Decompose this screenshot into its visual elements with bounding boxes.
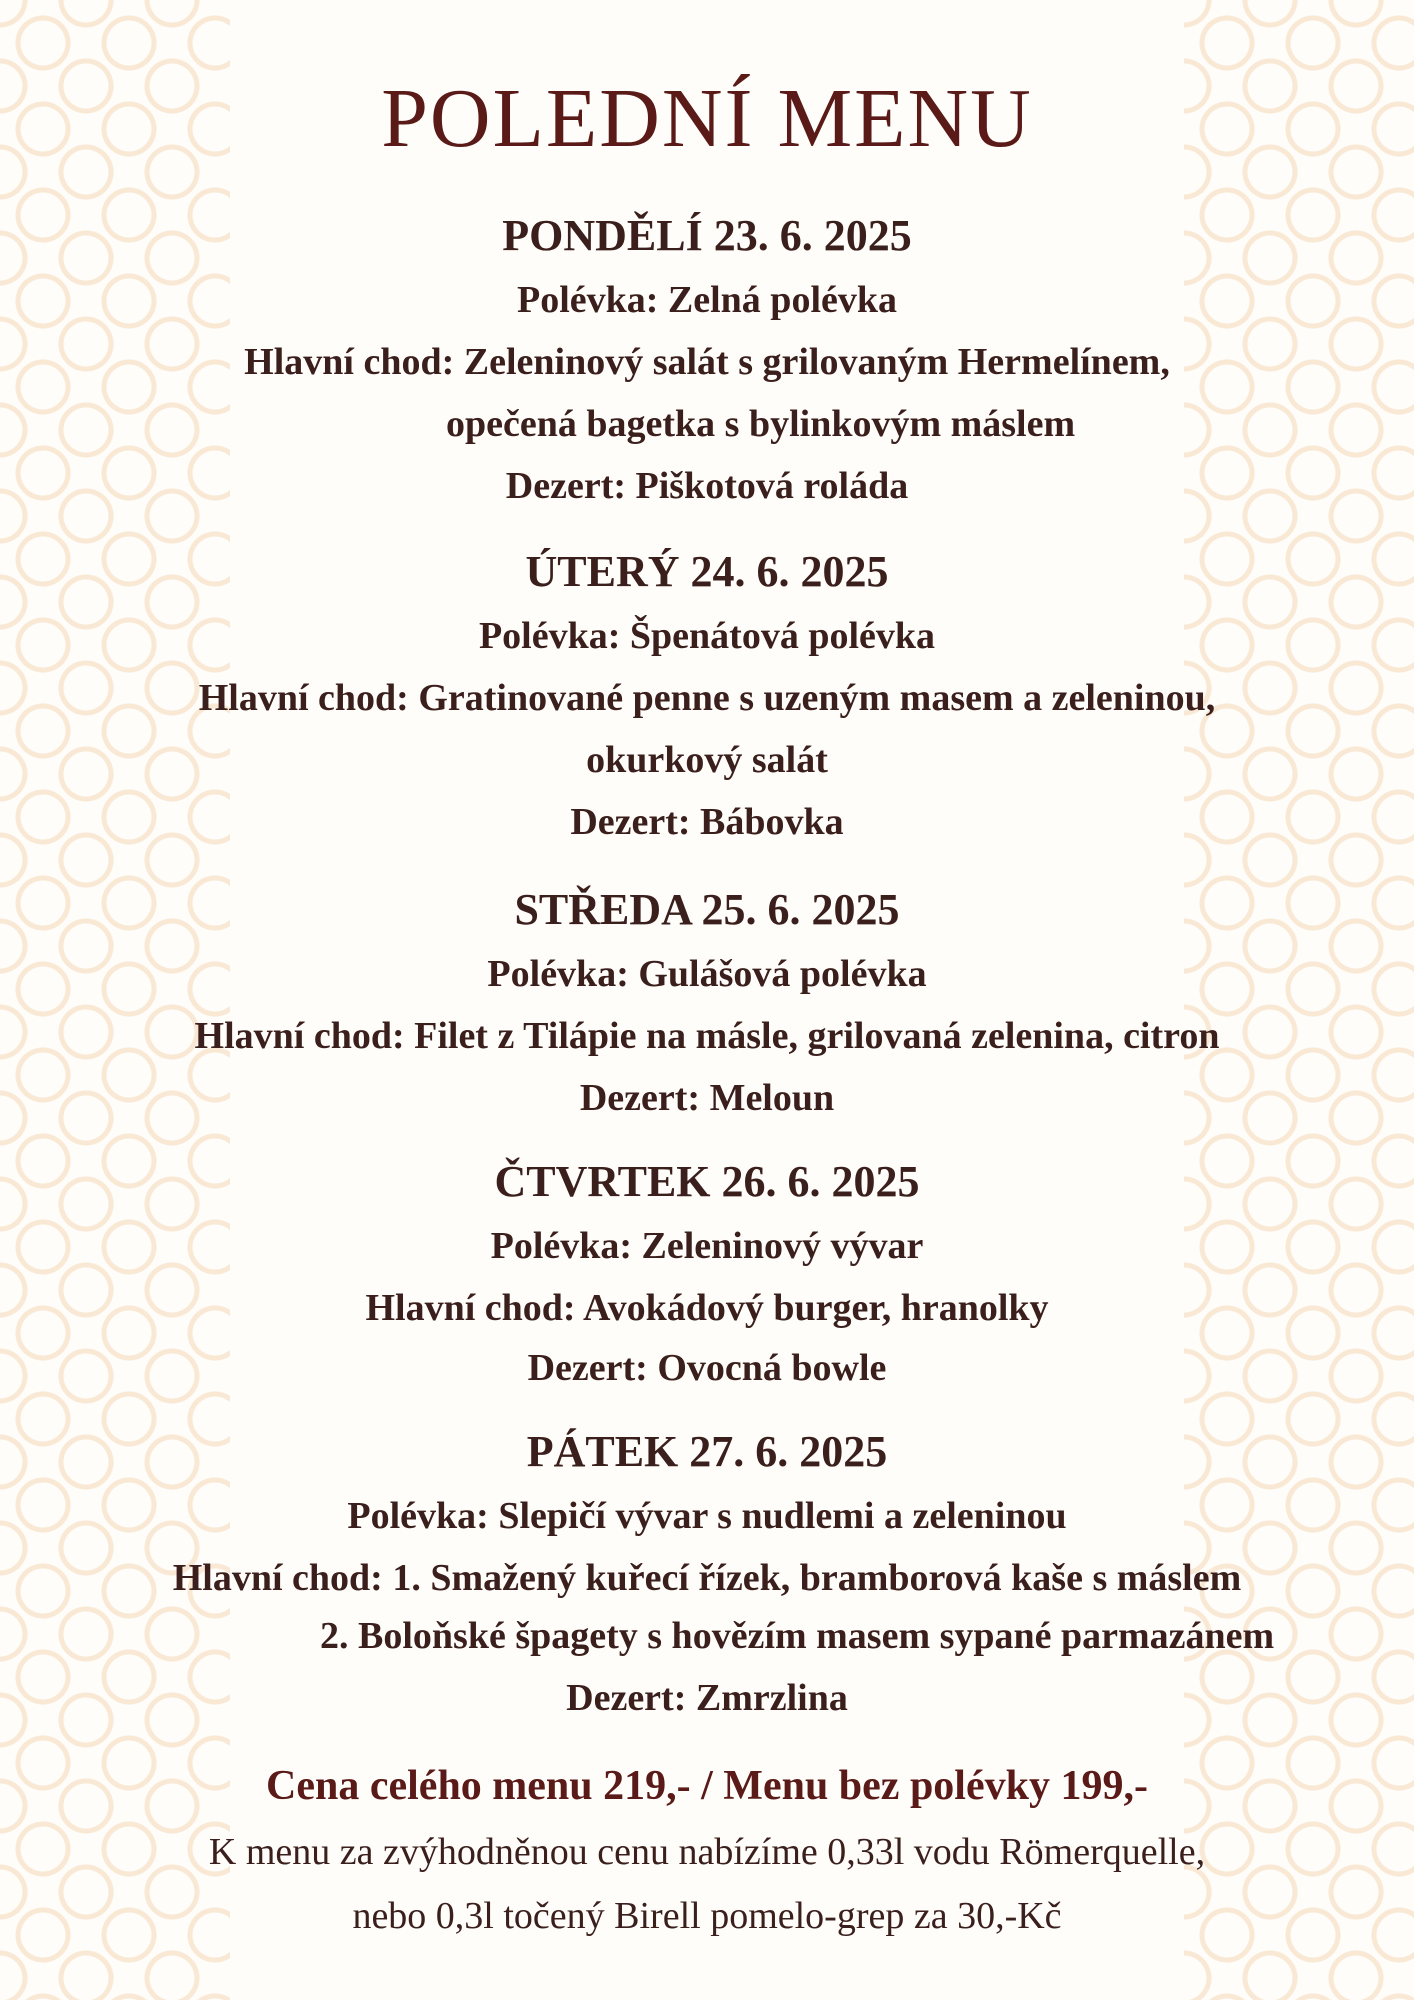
monday-dessert: Dezert: Piškotová roláda [505,465,909,507]
day-heading-tuesday: ÚTERÝ 24. 6. 2025 [525,547,889,596]
monday-soup: Polévka: Zelná polévka [516,279,898,321]
friday-main: Hlavní chod: 1. Smažený kuřecí řízek, bramborová kaše s máslem [172,1557,1242,1599]
day-heading-friday: PÁTEK 27. 6. 2025 [526,1427,888,1476]
drink-offer-line-1: K menu za zvýhodněnou cenu nabízíme 0,33l vodu Römerquelle, [208,1831,1206,1873]
wednesday-main: Hlavní chod: Filet z Tilápie na másle, grilovaná zelenina, citron [194,1015,1220,1057]
drink-offer-line-2: nebo 0,3l točený Birell pomelo-grep za 30,-Kč [352,1895,1062,1937]
thursday-main: Hlavní chod: Avokádový burger, hranolky [365,1287,1049,1329]
tuesday-main: Hlavní chod: Gratinované penne s uzeným masem a zeleninou, [198,677,1216,719]
wednesday-soup: Polévka: Gulášová polévka [487,953,927,995]
tuesday-dessert: Dezert: Bábovka [570,801,844,843]
menu-title: POLEDNÍ MENU [381,72,1033,165]
monday-main: Hlavní chod: Zeleninový salát s grilovaným Hermelínem, [244,341,1170,383]
day-heading-monday: PONDĚLÍ 23. 6. 2025 [502,211,912,260]
friday-dessert: Dezert: Zmrzlina [566,1677,848,1719]
friday-main-continued: 2. Boloňské špagety s hovězím masem sypané parmazánem [320,1615,1275,1657]
day-heading-thursday: ČTVRTEK 26. 6. 2025 [494,1157,920,1206]
thursday-soup: Polévka: Zeleninový vývar [490,1225,924,1267]
menu-price: Cena celého menu 219,- / Menu bez polévky 199,- [266,1763,1148,1809]
thursday-dessert: Dezert: Ovocná bowle [527,1347,887,1389]
wednesday-dessert: Dezert: Meloun [579,1077,835,1119]
tuesday-main-continued: okurkový salát [586,739,828,781]
tuesday-soup: Polévka: Špenátová polévka [478,615,936,657]
day-heading-wednesday: STŘEDA 25. 6. 2025 [514,885,900,934]
monday-main-continued: opečená bagetka s bylinkovým máslem [446,403,1076,445]
friday-soup: Polévka: Slepičí vývar s nudlemi a zeleninou [347,1495,1067,1537]
